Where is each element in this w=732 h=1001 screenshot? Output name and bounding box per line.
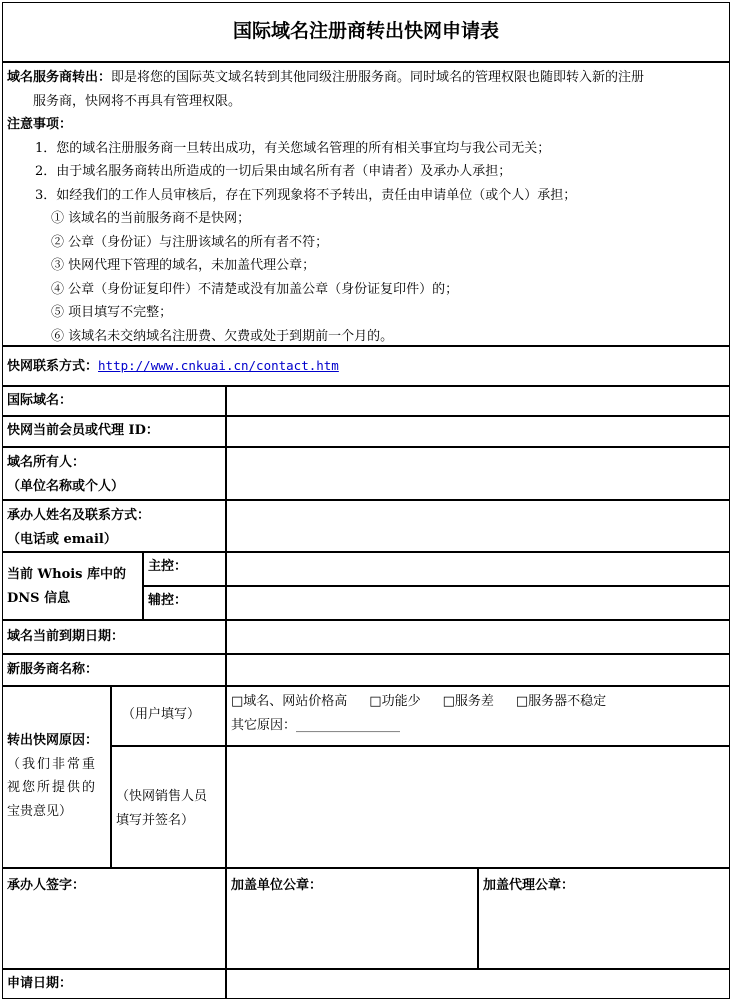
expiry-label: 域名当前到期日期： (2, 620, 226, 654)
contact-link[interactable]: http://www.cnkuai.cn/contact.htm (98, 358, 339, 373)
reason-label-cell (2, 686, 111, 868)
new-registrar-label: 新服务商名称： (2, 654, 226, 686)
instructions-section (2, 62, 730, 346)
intro-text-2: 服务商，快网将不再具有管理权限。 (33, 93, 242, 109)
dns-secondary-input[interactable] (226, 586, 730, 620)
reason-label: 转出快网原因： (7, 733, 99, 748)
note-sub-item: ⑤ 项目填写不完整； (51, 305, 173, 320)
dns-secondary-label: 辅控： (143, 586, 226, 620)
agent-label: 承办人姓名及联系方式： （电话或 email） (2, 500, 226, 552)
checkbox-features[interactable]: □功能少 (369, 694, 421, 709)
apply-date-label: 申请日期： (2, 969, 226, 999)
form-title: 国际域名注册商转出快网申请表 (2, 2, 730, 62)
dns-label: 当前 Whois 库中的 DNS 信息 (2, 552, 143, 620)
note-sub-item: ④ 公章（身份证复印件）不清楚或没有加盖公章（身份证复印件）的； (51, 281, 459, 297)
dns-primary-label: 主控： (143, 552, 226, 586)
checkbox-server[interactable]: □服务器不稳定 (515, 694, 607, 709)
agent-signature[interactable]: 承办人签字： (2, 868, 226, 969)
sales-fill-input[interactable] (226, 746, 730, 868)
note-item: 3．如经我们的工作人员审核后，存在下列现象将不予转出，责任由申请单位（或个人）承担； (35, 187, 577, 203)
note-sub-item: ① 该域名的当前服务商不是快网； (51, 211, 251, 226)
user-fill-label: （用户填写） (111, 686, 226, 746)
dns-primary-input[interactable] (226, 552, 730, 586)
member-id-label: 快网当前会员或代理 ID： (2, 416, 226, 447)
note-sub-item: ② 公章（身份证）与注册该域名的所有者不符； (51, 234, 329, 250)
note-item: 2．由于域名服务商转出所造成的一切后果由域名所有者（申请者）及承办人承担； (35, 164, 512, 179)
agent-seal[interactable]: 加盖代理公章： (478, 868, 730, 969)
reason-note: 视您所提供的 (7, 780, 98, 795)
intro-label: 域名服务商转出： (7, 70, 112, 85)
contact-row (2, 346, 730, 386)
agent-input[interactable] (226, 500, 730, 552)
intro-text-1: 即是将您的国际英文域名转到其他同级注册服务商。同时域名的管理权限也随即转入新的注册 (111, 70, 645, 85)
expiry-input[interactable] (226, 620, 730, 654)
checkbox-price[interactable]: □域名、网站价格高 (231, 694, 348, 709)
contact-label: 快网联系方式： (7, 359, 99, 374)
notes-label: 注意事项： (7, 117, 73, 132)
note-sub-item: ⑥ 该域名未交纳域名注册费、欠费或处于到期前一个月的。 (51, 328, 394, 344)
reason-note: 宝贵意见） (7, 803, 73, 819)
domain-input[interactable] (226, 386, 730, 416)
reason-options (226, 686, 730, 746)
note-sub-item: ③ 快网代理下管理的域名，未加盖代理公章； (51, 258, 316, 273)
checkbox-service[interactable]: □服务差 (442, 694, 494, 709)
apply-date-input[interactable] (226, 969, 730, 999)
note-item: 1．您的域名注册服务商一旦转出成功，有关您域名管理的所有相关事宜均与我公司无关； (35, 140, 551, 156)
member-id-input[interactable] (226, 416, 730, 447)
unit-seal[interactable]: 加盖单位公章： (226, 868, 478, 969)
new-registrar-input[interactable] (226, 654, 730, 686)
reason-note: （我们非常重 (7, 756, 98, 772)
other-reason-field[interactable]: 其它原因：________________ (231, 717, 401, 733)
owner-input[interactable] (226, 447, 730, 500)
sales-fill-label: （快网销售人员 填写并签名） (111, 746, 226, 868)
owner-label: 域名所有人： （单位名称或个人） (2, 447, 226, 500)
domain-label: 国际域名： (2, 386, 226, 416)
